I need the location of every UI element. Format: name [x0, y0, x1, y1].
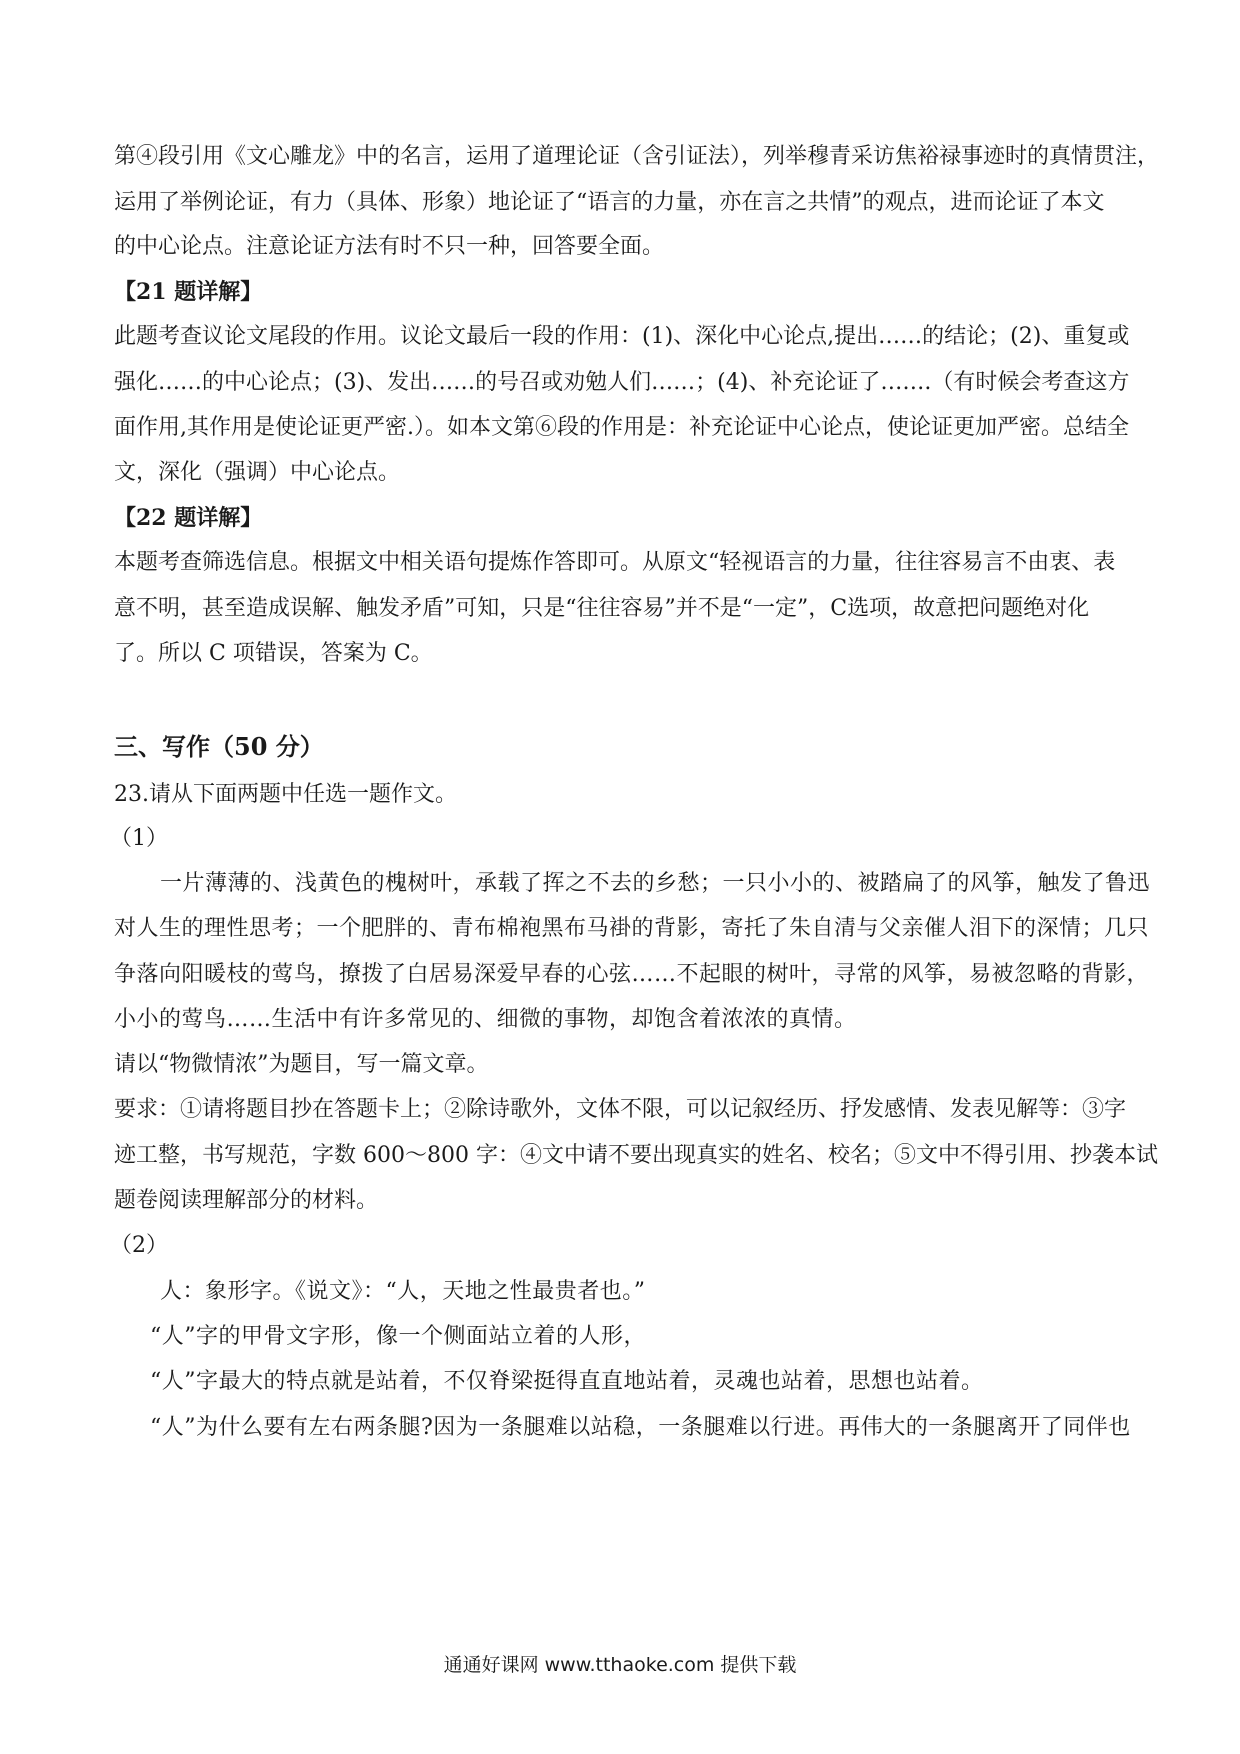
q21-paragraph-line: 此题考查议论文尾段的作用。议论文最后一段的作用：(1)、深化中心论点,提出……的结论；(2)、重复或	[114, 324, 1130, 349]
option-2-material-line: “人”为什么要有左右两条腿?因为一条腿难以站稳，一条腿难以行进。再伟大的一条腿离开了同伴也	[150, 1415, 1131, 1440]
q21-paragraph-line: 文，深化（强调）中心论点。	[114, 460, 401, 485]
analysis-paragraph-line: 运用了举例论证，有力（具体、形象）地论证了“语言的力量，亦在言之共情”的观点，进而论证了本文	[114, 190, 1105, 215]
analysis-paragraph-line: 的中心论点。注意论证方法有时不只一种，回答要全面。	[114, 234, 665, 259]
q22-paragraph-line: 意不明，甚至造成误解、触发矛盾”可知，只是“往往容易”并不是“一定”，C选项，故意把问题绝对化	[114, 596, 1090, 621]
page-footer: 通通好课网 www.tthaoke.com 提供下载	[443, 1654, 797, 1676]
option-1-requirements-line: 迹工整，书写规范，字数 600～800 字：④文中请不要出现真实的姓名、校名；⑤文中不得引用、抄袭本试	[114, 1143, 1158, 1168]
option-1-requirements-line: 要求：①请将题目抄在答题卡上；②除诗歌外，文体不限，可以记叙经历、抒发感情、发表见解等：③字	[114, 1097, 1127, 1122]
option-1-material-line: 小小的莺鸟……生活中有许多常见的、细微的事物，却饱含着浓浓的真情。	[114, 1007, 857, 1032]
q21-paragraph-line: 强化……的中心论点；(3)、发出……的号召或劝勉人们……；(4)、补充论证了…….（有时候会考查这方	[114, 370, 1130, 395]
q22-heading: 【22 题详解】	[114, 505, 263, 531]
option-2-material-line: “人”字的甲骨文字形，像一个侧面站立着的人形，	[150, 1324, 646, 1349]
option-2-label: （2）	[110, 1233, 168, 1258]
option-1-requirements-line: 题卷阅读理解部分的材料。	[114, 1188, 379, 1213]
option-1-prompt: 请以“物微情浓”为题目，写一篇文章。	[114, 1052, 489, 1077]
option-2-material-line: “人”字最大的特点就是站着，不仅脊梁挺得直直地站着，灵魂也站着，思想也站着。	[150, 1369, 984, 1394]
option-1-material-line: 对人生的理性思考；一个肥胖的、青布棉袍黑布马褂的背影，寄托了朱自清与父亲催人泪下的深情；几只	[114, 916, 1150, 941]
q22-paragraph-line: 本题考查筛选信息。根据文中相关语句提炼作答即可。从原文“轻视语言的力量，往往容易言不由衷、表	[114, 550, 1116, 575]
section-title: 三、写作（50 分）	[114, 732, 324, 761]
q22-paragraph-line: 了。所以 C 项错误，答案为 C。	[114, 641, 433, 666]
option-2-material-line: 人：象形字。《说文》：“人，天地之性最贵者也。”	[160, 1279, 646, 1304]
question-23: 23.请从下面两题中任选一题作文。	[114, 782, 457, 807]
q21-paragraph-line: 面作用,其作用是使论证更严密.）。如本文第⑥段的作用是：补充论证中心论点，使论证更加严密。总结全	[114, 415, 1129, 440]
option-1-label: （1）	[110, 826, 168, 851]
option-1-material-line: 一片薄薄的、浅黄色的槐树叶，承载了挥之不去的乡愁；一只小小的、被踏扁了的风筝，触发了鲁迅	[160, 871, 1151, 896]
analysis-paragraph-line: 第④段引用《文心雕龙》中的名言，运用了道理论证（含引证法），列举穆青采访焦裕禄事迹时的真情贯注，	[114, 144, 1160, 169]
option-1-material-line: 争落向阳暖枝的莺鸟，撩拨了白居易深爱早春的心弦……不起眼的树叶，寻常的风筝，易被忽略的背影，	[114, 962, 1150, 987]
q21-heading: 【21 题详解】	[114, 279, 263, 305]
